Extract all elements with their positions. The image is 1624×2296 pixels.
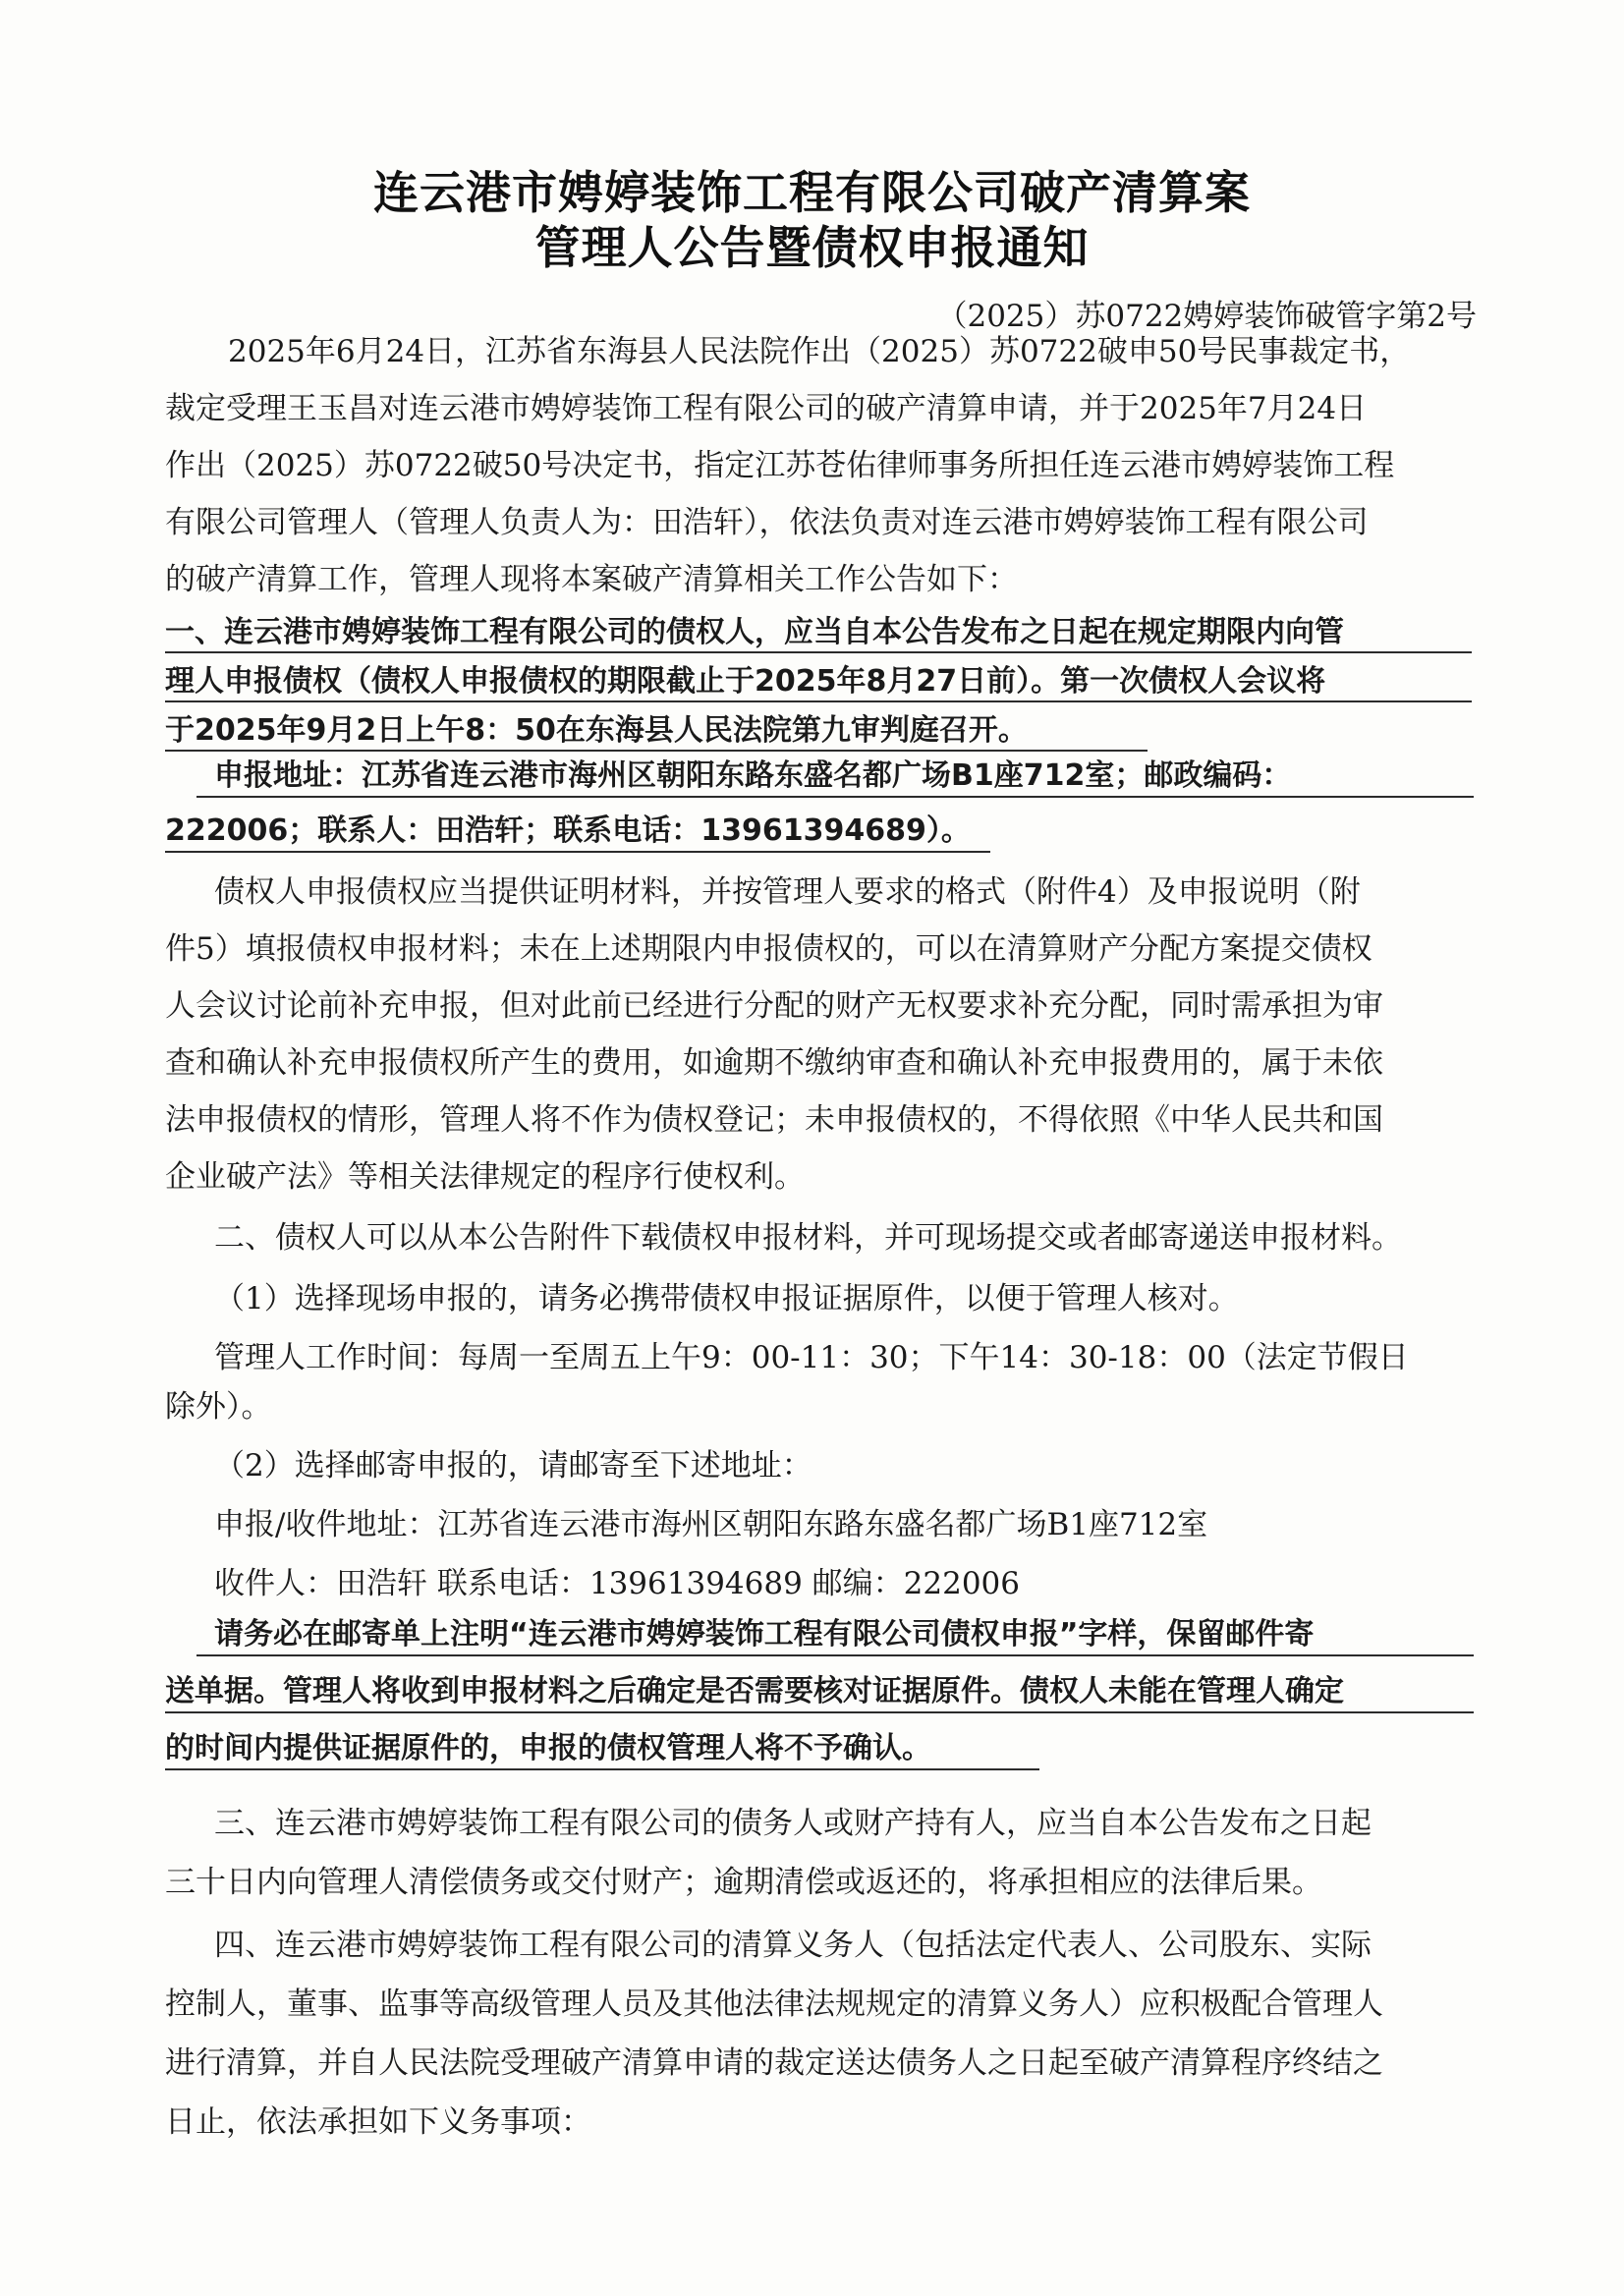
section3-line: 三十日内向管理人清偿债务或交付财产；逾期清偿或返还的，将承担相应的法律后果。 [165,1865,1322,1900]
pen-underline [165,750,1148,752]
intro-line: 2025年6月24日，江苏省东海县人民法院作出（2025）苏0722破申50号民事裁定书， [228,334,1411,369]
section1-bold-line: 一、连云港市娉婷装饰工程有限公司的债权人，应当自本公告发布之日起在规定期限内向管 [165,615,1344,649]
section2-onsite: （1）选择现场申报的，请务必携带债权申报证据原件，以便于管理人核对。 [214,1281,1239,1316]
section2-recipient: 收件人：田浩轩 联系电话：13961394689 邮编：222006 [214,1566,1020,1601]
section2-hours: 管理人工作时间：每周一至周五上午9：00-11：30；下午14：30-18：00（法定节假日 [214,1340,1409,1375]
intro-line: 有限公司管理人（管理人负责人为：田浩轩），依法负责对连云港市娉婷装饰工程有限公司 [165,505,1369,540]
pen-underline [165,1768,1039,1770]
section4-line: 控制人，董事、监事等高级管理人员及其他法律法规规定的清算义务人）应积极配合管理人 [165,1987,1383,2022]
section2-bold-line: 送单据。管理人将收到申报材料之后确定是否需要核对证据原件。债权人未能在管理人确定 [165,1674,1344,1708]
section1-bold-line: 于2025年9月2日上午8：50在东海县人民法院第九审判庭召开。 [165,713,1028,748]
section4-line: 日止，依法承担如下义务事项： [165,2104,591,2140]
section2-bold-line: 的时间内提供证据原件的，申报的债权管理人将不予确认。 [165,1731,931,1765]
intro-line: 裁定受理王玉昌对连云港市娉婷装饰工程有限公司的破产清算申请，并于2025年7月24日 [165,391,1368,426]
section2-hours: 除外）。 [165,1389,272,1425]
pen-underline [165,651,1472,653]
materials-line: 法申报债权的情形，管理人将不作为债权登记；未申报债权的，不得依照《中华人民共和国 [165,1102,1383,1138]
section1-address-line: 申报地址：江苏省连云港市海州区朝阳东路东盛名都广场B1座712室；邮政编码： [214,758,1292,793]
document-title-line1: 连云港市娉婷装饰工程有限公司破产清算案 [373,166,1251,219]
materials-line: 查和确认补充申报债权所产生的费用，如逾期不缴纳审查和确认补充申报费用的，属于未依 [165,1045,1383,1081]
pen-underline [165,700,1472,702]
document-number: （2025）苏0722娉婷装饰破管字第2号 [936,299,1477,334]
pen-underline [165,851,990,853]
pen-underline [196,796,1474,798]
section2-line: 二、债权人可以从本公告附件下载债权申报材料，并可现场提交或者邮寄递送申报材料。 [214,1220,1402,1256]
section4-line: 进行清算，并自人民法院受理破产清算申请的裁定送达债务人之日起至破产清算程序终结之 [165,2045,1383,2081]
intro-line: 作出（2025）苏0722破50号决定书，指定江苏苍佑律师事务所担任连云港市娉婷装饰工程 [165,448,1395,483]
materials-line: 债权人申报债权应当提供证明材料，并按管理人要求的格式（附件4）及申报说明（附 [214,874,1361,910]
section1-bold-line: 理人申报债权（债权人申报债权的期限截止于2025年8月27日前）。第一次债权人会议将 [165,664,1326,699]
section2-mail-address: 申报/收件地址：江苏省连云港市海州区朝阳东路东盛名都广场B1座712室 [214,1507,1208,1542]
materials-line: 企业破产法》等相关法律规定的程序行使权利。 [165,1159,805,1195]
section2-mail: （2）选择邮寄申报的，请邮寄至下述地址： [214,1448,812,1484]
section4-line: 四、连云港市娉婷装饰工程有限公司的清算义务人（包括法定代表人、公司股东、实际 [214,1928,1372,1963]
pen-underline [165,1711,1474,1713]
intro-line: 的破产清算工作，管理人现将本案破产清算相关工作公告如下： [165,562,1018,597]
materials-line: 件5）填报债权申报材料；未在上述期限内申报债权的，可以在清算财产分配方案提交债权 [165,931,1372,967]
section1-address-line: 222006；联系人：田浩轩；联系电话：13961394689）。 [165,813,971,848]
document-title-line2: 管理人公告暨债权申报通知 [534,221,1090,274]
section2-bold-line: 请务必在邮寄单上注明“连云港市娉婷装饰工程有限公司债权申报”字样，保留邮件寄 [214,1617,1315,1652]
pen-underline [196,1654,1474,1656]
materials-line: 人会议讨论前补充申报，但对此前已经进行分配的财产无权要求补充分配，同时需承担为审 [165,988,1383,1024]
section3-line: 三、连云港市娉婷装饰工程有限公司的债务人或财产持有人，应当自本公告发布之日起 [214,1806,1372,1841]
